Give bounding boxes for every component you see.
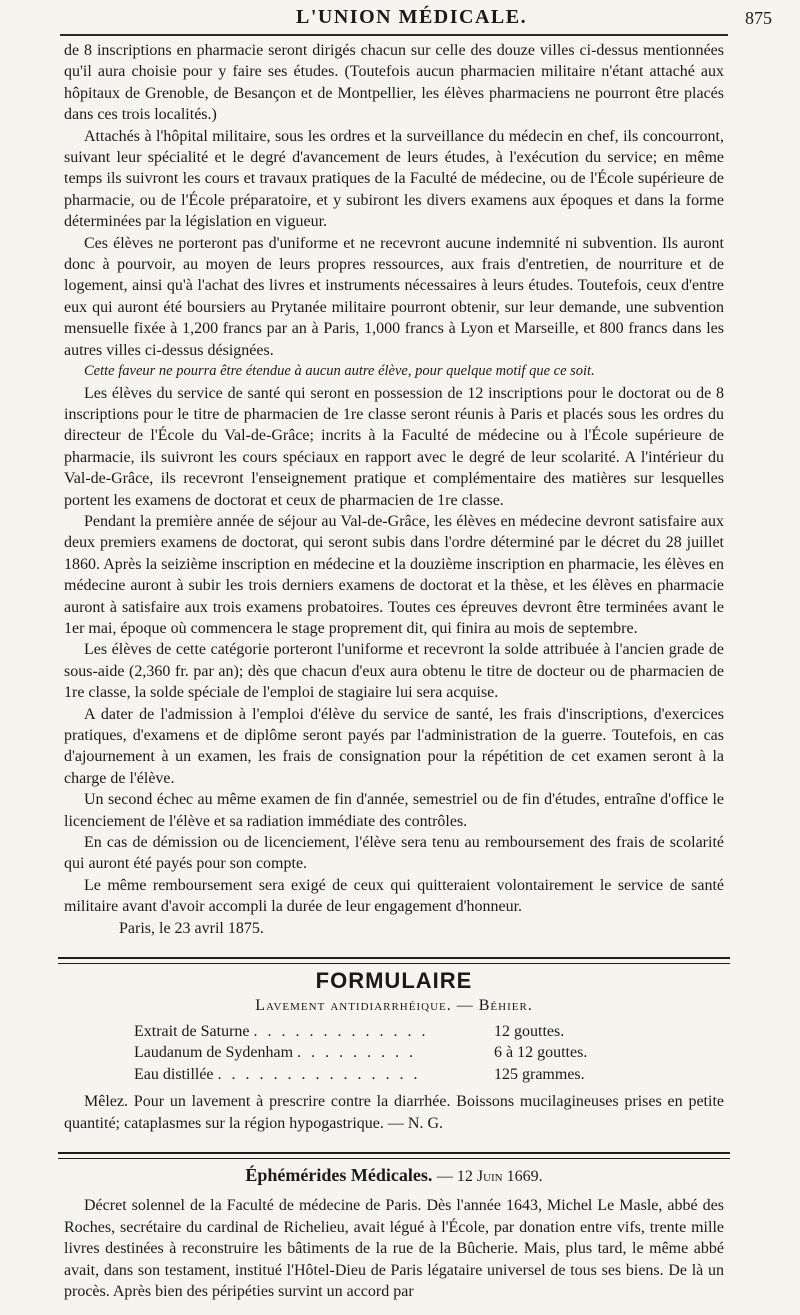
ingredient-name: Extrait de Saturne [134, 1022, 250, 1040]
ingredient-quantity: 12 gouttes. [494, 1022, 565, 1040]
paragraph: Un second échec au même examen de fin d'année, semestriel ou de fin d'études, entraîne d'office le licenciement de l'élève et sa radiation immédiate des contrôles. [64, 791, 724, 830]
paragraph: A dater de l'admission à l'emploi d'élève du service de santé, les frais d'inscriptions, d'exercices pratiques, d'examens et de diplôme seront payés par l'administration de la guerre. Toutefois, en cas d'ajournement à un examen, les frais de consignation pour la répétition de cet examen seront à la charge de l'élève. [64, 705, 724, 787]
ephemerides-date: — 12 Juin 1669. [436, 1167, 543, 1185]
paragraph: Le même remboursement sera exigé de ceux qui quitteraient volontairement le service de santé militaire avant d'avoir accompli la durée de leur engagement d'honneur. [64, 876, 724, 916]
dot-leader: . . . . . . . . . [297, 1044, 417, 1062]
page-number: 875 [745, 8, 772, 28]
paragraph: Attachés à l'hôpital militaire, sous les ordres et la surveillance du médecin en chef, ils concourront, suivant leur spécialité et le degré d'avancement de leurs études, à l'exécution du service; en même temps ils suivront les cours et travaux pratiques de la Faculté de médecine, ou de l'École supérieure de pharmacie, ou de l'École préparatoire, et y subiront les divers examens aux époques et dans la forme déterminées par la législation en vigueur. [64, 127, 724, 231]
recipe-instructions: Mêlez. Pour un lavement à prescrire contre la diarrhée. Boissons mucilagineuses prises en petite quantité; cataplasmes sur la région hypogastrique. — N. G. [64, 1093, 724, 1132]
ephemerides-heading [64, 1165, 724, 1187]
section-divider [58, 1152, 730, 1159]
ephemerides-text: Décret solennel de la Faculté de médecine de Paris. Dès l'année 1643, Michel Le Masle, abbé des Roches, secrétaire du cardinal de Richelieu, avait légué à l'École, par donation entre vifs, trente mille livres destinées à reconstruire les bâtiments de la rue de la Bûcherie. Mais, plus tard, le même abbé avait, dans son testament, institué l'Hôtel-Dieu de Paris légataire universel de tous ses biens. De là un procès. Après bien des péripéties survint un accord par [64, 1197, 724, 1300]
running-head [0, 0, 800, 30]
ingredient-list [134, 1021, 614, 1085]
ingredient-row [134, 1042, 614, 1063]
paragraph: En cas de démission ou de licenciement, l'élève sera tenu au remboursement des frais de scolarité qui auront été payés pour son compte. [64, 834, 724, 873]
paragraph: de 8 inscriptions en pharmacie seront dirigés chacun sur celle des douze villes ci-dessus mentionnées qu'il aura choisie pour y faire ses études. (Toutefois aucun pharmacien militaire n'étant attaché aux hôpitaux de Grenoble, de Besançon et de Montpellier, les élèves pharmaciens ne pourront être placés dans ces trois localités.) [64, 42, 724, 124]
journal-title: L'UNION MÉDICALE. [296, 6, 528, 28]
header-rule [60, 34, 728, 36]
dot-leader: . . . . . . . . . . . . . . . [217, 1065, 421, 1083]
paragraph: Les élèves du service de santé qui seront en possession de 12 inscriptions pour le doctorat ou de 8 inscriptions pour le titre de pharmacien de 1re classe seront réunis à Paris et placés sous les ordres du directeur de l'École du Val-de-Grâce; incrits à la Faculté de médecine ou à l'École supérieure de pharmacie, ils suivront les cours spéciaux en rapport avec le degré de leur scolarité. A l'intérieur du Val-de-Grâce, ils recevront l'enseignement pratique et complémentaire des matières sur lesquelles portent les examens de doctorat et ceux de pharmacien de 1re classe. [64, 384, 724, 509]
dot-leader: . . . . . . . . . . . . . [253, 1022, 429, 1040]
ingredient-name: Laudanum de Sydenham [134, 1044, 294, 1062]
ingredient-quantity: 6 à 12 gouttes. [494, 1044, 588, 1062]
article-body [64, 40, 724, 1302]
recipe-title-text: Lavement antidiarrhéique. — Béhier. [255, 997, 533, 1015]
ingredient-name: Eau distillée [134, 1065, 214, 1083]
formulaire-heading: FORMULAIRE [315, 968, 473, 994]
paragraph: Pendant la première année de séjour au Val-de-Grâce, les élèves en médecine devront satisfaire aux deux premiers examens de doctorat, qui seront subis dans l'ordre déterminé par le décret du 28 juillet 1860. Après la seizième inscription en médecine et la douzième inscription en pharmacie, les élèves en médecine auront à subir les trois derniers examens de doctorat et la thèse, et les élèves en pharmacie auront à satisfaire aux trois examens probatoires. Toutes ces épreuves devront être terminées avant le 1er mai, époque où commencera le stage proprement dit, qui finira au mois de septembre. [64, 512, 724, 637]
recipe-title [64, 995, 724, 1016]
ingredient-row [134, 1021, 614, 1042]
paragraph: Les élèves de cette catégorie porteront l'uniforme et recevront la solde attribuée à l'ancien grade de sous-aide (2,360 fr. par an); dès que chacun d'eux aura obtenu le titre de docteur ou de pharmacien de 1re classe, la solde spéciale de l'emploi de stagiaire lui sera acquise. [64, 641, 724, 702]
paragraph-italic: Cette faveur ne pourra être étendue à aucun autre élève, pour quelque motif que ce soit. [84, 363, 595, 380]
ephemerides-title: Éphémérides Médicales. [245, 1164, 433, 1185]
ingredient-row [134, 1064, 614, 1085]
dateline: Paris, le 23 avril 1875. [119, 919, 264, 937]
paragraph: Ces élèves ne porteront pas d'uniforme et ne recevront aucune indemnité ni subvention. Ils auront donc à pourvoir, au moyen de leurs propres ressources, aux frais d'entretien, de nourriture et de logement, ainsi qu'à l'achat des livres et instruments nécessaires à leurs études. Toutefois, ceux d'entre eux qui auront été boursiers au Prytanée militaire pourront obtenir, sur leur demande, une subvention mensuelle fixée à 1,200 francs par an à Paris, 1,000 francs à Lyon et Marseille, et 800 francs dans les autres villes ci-dessus désignées. [64, 234, 724, 359]
section-divider [58, 957, 730, 964]
ingredient-quantity: 125 grammes. [494, 1065, 585, 1083]
